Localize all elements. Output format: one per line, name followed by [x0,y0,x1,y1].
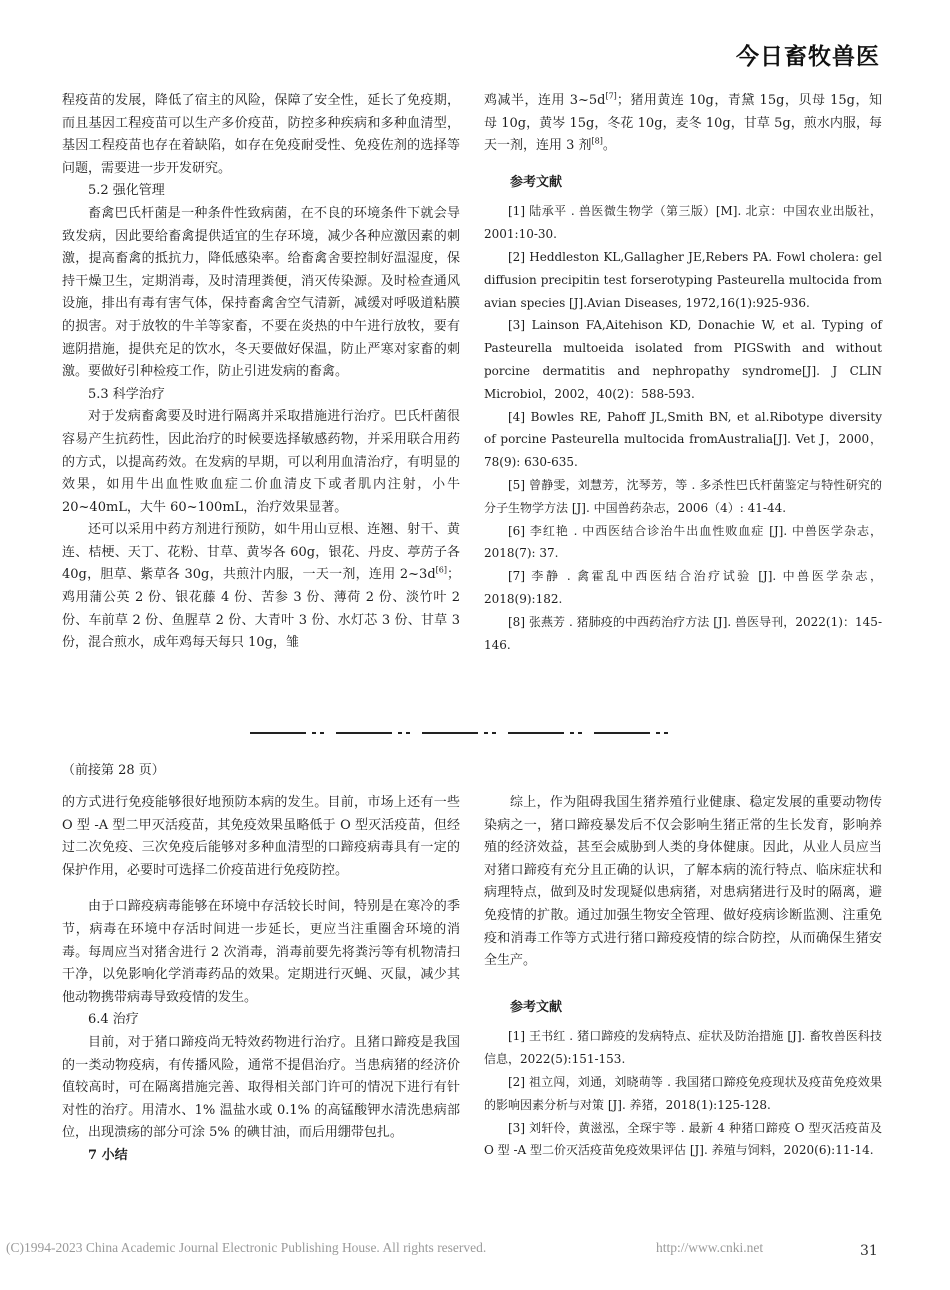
reference-item: [1] 陆承平 . 兽医微生物学（第三版）[M]. 北京：中国农业出版社，2001:10-30. [484,204,882,242]
reference-item: [5] 曾静雯，刘慧芳，沈琴芳，等 . 多杀性巴氏杆菌鉴定与特性研究的分子生物学方法 [J]. 中国兽药杂志，2006（4）: 41-44. [484,477,882,515]
text-run: ；猪用黄连 10g，青黛 15g，贝母 15g，知母 10g，黄岑 15g，冬花 10g，麦冬 10g，甘草 5g，煎水内服，每天一剂，连用 3 剂 [484,93,882,154]
section-heading-5-3: 5.3 科学治疗 [88,386,165,402]
paragraph: 的方式进行免疫能够很好地预防本病的发生。目前，市场上还有一些 O 型 -A 型二甲灭活疫苗，其免疫效果虽略低于 O 型灭活疫苗，但经过二次免疫、三次免疫后能够对多种血清型的口蹄疫病毒具有一定的保护作用，必要时可选择二价疫苗进行免疫防控。 [62,795,460,878]
article-column-bottom-left [62,792,460,1168]
reference-item: [3] 刘轩伶，黄滋泓，全琛宇等 . 最新 4 种猪口蹄疫 O 型灭活疫苗及 O 型 -A 型二价灭活疫苗免疫效果评估 [J]. 养殖与饲料，2020(6):11-14. [484,1120,882,1158]
paragraph: 对于发病畜禽要及时进行隔离并采取措施进行治疗。巴氏杆菌很容易产生抗药性，因此治疗的时候要选择敏感药物，并采用联合用药的方式，以提高药效。在发病的早期，可以利用血清治疗，有明显的效果，如用牛出血性败血症二价血清皮下或者肌内注射，小牛 20~40mL，大牛 60~100mL，治疗效果显著。 [62,409,460,515]
page-number: 31 [860,1243,878,1259]
reference-item: [8] 张燕芳 . 猪肺疫的中西药治疗方法 [J]. 兽医导刊，2022(1)：145-146. [484,614,882,652]
section-heading-6-4: 6.4 治疗 [88,1012,139,1028]
copyright-notice: (C)1994-2023 China Academic Journal Electronic Publishing House. All rights reserved. [6,1240,487,1255]
citation-mark: [6] [435,566,447,576]
citation-mark: [8] [591,136,603,146]
paragraph [62,519,460,655]
article-column-top-right [484,90,882,656]
reference-item: [3] Lainson FA,Aitehison KD, Donachie W, et al. Typing of Pasteurella multoeida isolated from PIGSwith and without porcine dermatitis and nephropathy syndrome[J]. J CLIN Microbiol，2002，40(2)：588-593. [484,318,882,401]
reference-item: [2] Heddleston KL,Gallagher JE,Rebers PA. Fowl cholera: gel diffusion precipitin test forserotyping Pasteurella multocida from avian species [J].Avian Diseases, 1972,16(1):925-936. [484,249,882,310]
text-run: ；鸡用蒲公英 2 份、银花藤 4 份、苦参 3 份、薄荷 2 份、淡竹叶 2 份、车前草 2 份、鱼腥草 2 份、大青叶 3 份、水灯芯 3 份、甘草 3 份，混合煎水，成年鸡每天每只 10g，雏 [62,567,460,651]
reference-item: [4] Bowles RE, Pahoff JL,Smith BN, et al.Ribotype diversity of porcine Pasteurella multocida fromAustralia[J]. Vet J，2000，78(9): 630-635. [484,409,882,470]
paragraph [484,90,882,158]
continued-note: （前接第 28 页） [62,763,165,778]
paragraph: 由于口蹄疫病毒能够在环境中存活较长时间，特别是在寒冷的季节，病毒在环境中存活时间进一步延长，更应当注重圈舍环境的消毒。每周应当对猪舍进行 2 次消毒，消毒前要先将粪污等有机物清扫干净，以免影响化学消毒药品的效果。定期进行灭蝇、灭鼠，减少其他动物携带病毒导致疫情的发生。 [62,899,460,1005]
section-divider [250,732,680,734]
section-heading-5-2: 5.2 强化管理 [88,183,165,199]
citation-mark: [7] [605,91,617,101]
text-run: 。 [602,138,616,154]
footer-url[interactable]: http://www.cnki.net [656,1240,764,1255]
reference-item: [6] 李红艳 . 中西医结合诊治牛出血性败血症 [J]. 中兽医学杂志，2018(7): 37. [484,523,882,561]
text-run: 还可以采用中药方剂进行预防，如牛用山豆根、连翘、射干、黄连、桔梗、天丁、花粉、甘草、黄岑各 60g，银花、丹皮、葶苈子各 40g，胆草、紫草各 30g，共煎汁内服，一天一剂，连用 2~3d [62,522,460,583]
paragraph: 目前，对于猪口蹄疫尚无特效药物进行治疗。且猪口蹄疫是我国的一类动物疫病，有传播风险，通常不提倡治疗。当患病猪的经济价值较高时，可在隔离措施完善、取得相关部门许可的情况下进行有针对性的治疗。用清水、1% 温盐水或 0.1% 的高锰酸钾水清洗患病部位，出现溃疡的部分可涂 5% 的碘甘油，而后用绷带包扎。 [62,1034,460,1141]
paragraph: 畜禽巴氏杆菌是一种条件性致病菌，在不良的环境条件下就会导致发病，因此要给畜禽提供适宜的生存环境，减少各种应激因素的刺激，提高畜禽的抵抗力，降低感染率。给畜禽舍要控制好温湿度，保持干燥卫生，定期消毒，及时清理粪便，消灭传染源。及时检查通风设施，排出有毒有害气体，保持畜禽舍空气清新，减缓对呼吸道粘膜的损害。对于放牧的牛羊等家畜，不要在炎热的中午进行放牧，要有遮阴措施，提供充足的饮水，冬天要做好保温，防止严寒对家畜的刺激。要做好引种检疫工作，防止引进发病的畜禽。 [62,205,460,380]
reference-item: [7] 李静 . 禽霍乱中西医结合治疗试验 [J]. 中兽医学杂志，2018(9):182. [484,569,882,606]
section-heading-7: 7 小结 [88,1147,128,1163]
reference-item: [2] 祖立闯，刘通，刘晓萌等 . 我国猪口蹄疫免疫现状及疫苗免疫效果的影响因素分析与对策 [J]. 养猪，2018(1):125-128. [484,1074,882,1112]
text-run: 鸡减半，连用 3~5d [484,93,606,108]
paragraph: 程疫苗的发展，降低了宿主的风险，保障了安全性，延长了免疫期，而且基因工程疫苗可以生产多价疫苗，防控多种疾病和多种血清型，基因工程疫苗也存在着缺陷，如存在免疫耐受性、免疫佐剂的选择等问题，需要进一步开发研究。 [62,93,460,176]
paragraph: 综上，作为阻碍我国生猪养殖行业健康、稳定发展的重要动物传染病之一，猪口蹄疫暴发后不仅会影响生猪正常的生长发育，影响养殖的经济效益，甚至会威胁到人类的身体健康。因此，从业人员应当对猪口蹄疫有充分且正确的认识，了解本病的流行特点、临床症状和病理特点，做到及时发现疑似患病猪，对患病猪进行及时的隔离，避免疫情的扩散。通过加强生物安全管理、做好疫病诊断监测、注重免疫和消毒工作等方式进行猪口蹄疫疫情的综合防控，从而确保生猪安全生产。 [484,795,882,969]
references-heading: 参考文献 [510,174,563,190]
footer [0,1240,950,1264]
article-column-top-left [62,90,460,655]
article-column-bottom-right [484,792,882,1162]
reference-item: [1] 王书红 . 猪口蹄疫的发病特点、症状及防治措施 [J]. 畜牧兽医科技信息，2022(5):151-153. [484,1029,882,1067]
journal-name: 今日畜牧兽医 [736,43,880,70]
references-heading: 参考文献 [510,999,563,1015]
